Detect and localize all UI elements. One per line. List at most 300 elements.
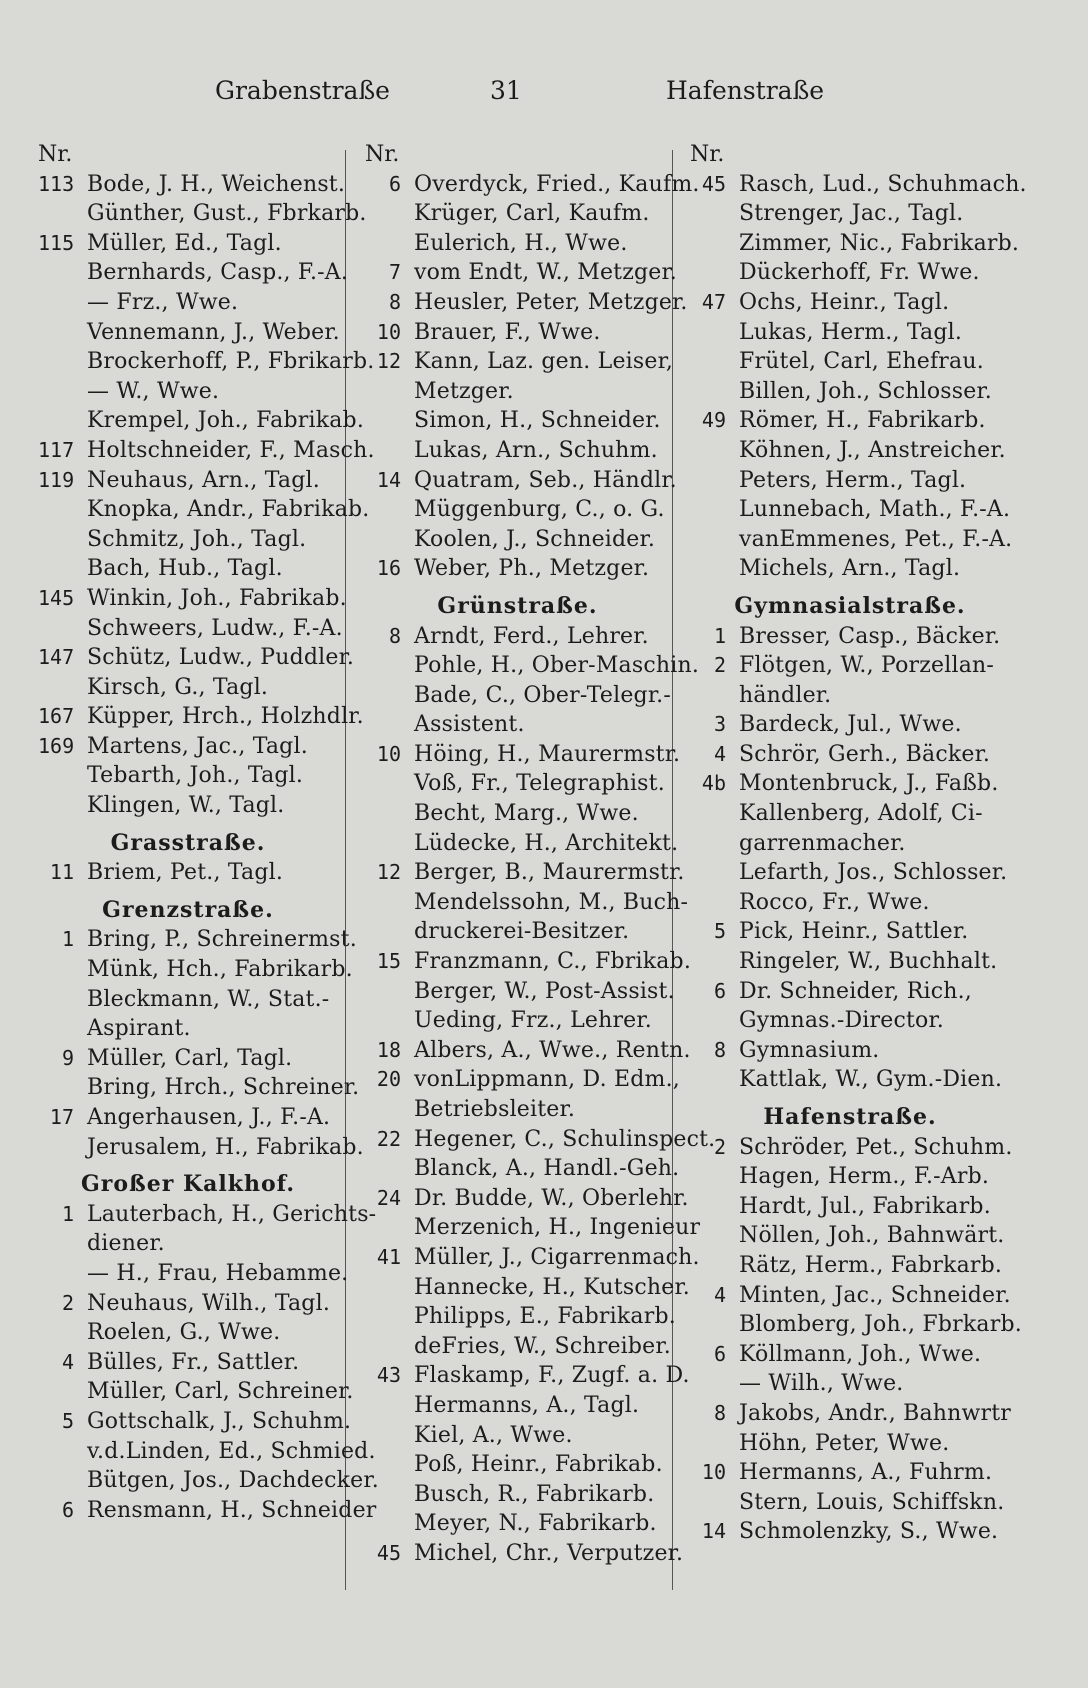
column-header [38, 140, 338, 170]
directory-entry [38, 406, 365, 436]
resident-entry: Voß, Fr., Telegraphist. [414, 771, 665, 797]
house-number: 1 [713, 623, 726, 648]
directory-entry [365, 799, 670, 829]
house-number: 43 [376, 1363, 401, 1388]
resident-entry: druckerei-Besitzer. [414, 919, 630, 945]
directory-entry [690, 229, 1020, 259]
resident-entry: Neuhaus, Wilh., Tagl. [87, 1290, 331, 1316]
resident-entry: Bülles, Fr., Sattler. [87, 1349, 300, 1375]
spacer [38, 888, 338, 896]
resident-entry: Albers, A., Wwe., Rentn. [414, 1037, 691, 1063]
resident-entry: Lukas, Arn., Schuhm. [414, 437, 658, 463]
directory-entry [38, 791, 338, 821]
resident-entry: Busch, R., Fabrikarb. [414, 1481, 655, 1507]
directory-entry [690, 1458, 1010, 1488]
directory-entry [365, 681, 670, 711]
directory-entry [690, 681, 1010, 711]
directory-entry [38, 1133, 364, 1163]
directory-entry [690, 977, 1010, 1007]
resident-entry: Minten, Jac., Schneider. [739, 1282, 1011, 1308]
house-number: 7 [388, 260, 401, 285]
house-number: 2 [713, 653, 726, 678]
house-number: 5 [61, 1408, 74, 1433]
directory-entry [365, 466, 677, 496]
house-number: 6 [713, 978, 726, 1003]
resident-entry: Pohle, H., Ober-Maschin. [414, 653, 700, 679]
resident-entry: Michels, Arn., Tagl. [739, 556, 961, 582]
directory-entry [365, 1154, 680, 1184]
resident-entry: Krempel, Joh., Fabrikab. [87, 408, 365, 434]
resident-entry: Rocco, Fr., Wwe. [739, 889, 930, 915]
directory-entry [38, 288, 338, 318]
resident-entry: Rasch, Lud., Schuhmach. [739, 171, 1027, 197]
directory-entry [365, 740, 681, 770]
resident-entry: Müller, Carl, Tagl. [87, 1045, 293, 1071]
directory-entry [690, 1399, 1010, 1429]
resident-entry: Hegener, C., Schulinspect. [414, 1126, 716, 1152]
directory-entry [38, 1044, 338, 1074]
directory-entry [365, 1450, 670, 1480]
house-number: 24 [376, 1185, 401, 1210]
resident-entry: Angerhausen, J., F.-A. [87, 1105, 331, 1130]
directory-entry [690, 1251, 1010, 1281]
directory-entry [365, 1539, 684, 1569]
directory-entry [365, 1065, 680, 1095]
resident-entry: Frütel, Carl, Ehefrau. [739, 349, 984, 375]
resident-entry: Koolen, J., Schneider. [414, 526, 656, 552]
house-number: 113 [38, 171, 75, 196]
house-number: 18 [376, 1037, 401, 1062]
directory-entry [38, 1496, 377, 1526]
directory-entry [690, 347, 1010, 377]
directory-entry [365, 1125, 716, 1155]
resident-entry: Dückerhoff, Fr. Wwe. [739, 260, 980, 286]
resident-entry: Flaskamp, F., Zugf. a. D. [414, 1363, 690, 1389]
resident-entry: Kann, Laz. gen. Leiser, [414, 349, 674, 375]
street-heading: Grünstraße. [437, 592, 598, 619]
house-number: 10 [376, 319, 401, 344]
directory-entry [38, 761, 338, 791]
resident-entry: Müller, J., Cigarrenmach. [414, 1244, 700, 1270]
house-number: 17 [49, 1105, 74, 1129]
column-header [690, 140, 1010, 170]
directory-entry [365, 318, 670, 348]
directory-entry [690, 1006, 1010, 1036]
directory-entry [690, 710, 1010, 740]
resident-entry: Bring, P., Schreinermst. [87, 927, 357, 953]
nr-label: Nr. [690, 142, 725, 167]
resident-entry: Flötgen, W., Porzellan- [739, 653, 995, 679]
directory-entry [690, 829, 1010, 859]
directory-entry [38, 347, 375, 377]
spacer [38, 1162, 338, 1170]
spacer [38, 821, 338, 829]
resident-entry: Lukas, Herm., Tagl. [739, 319, 963, 345]
directory-entry [365, 258, 677, 288]
directory-entry [38, 702, 364, 732]
directory-entry [365, 525, 670, 555]
resident-entry: Berger, B., Maurermstr. [414, 860, 685, 886]
house-number: 10 [376, 741, 401, 766]
resident-entry: — Wilh., Wwe. [739, 1371, 904, 1397]
resident-entry: Bardeck, Jul., Wwe. [739, 712, 962, 738]
directory-entry [690, 1310, 1022, 1340]
directory-entry [38, 1437, 376, 1467]
directory-entry [38, 466, 338, 496]
house-number: 16 [376, 556, 401, 581]
directory-entry [38, 584, 347, 614]
running-head-left: Grabenstraße [215, 76, 390, 105]
resident-entry: Klingen, W., Tagl. [87, 793, 285, 819]
directory-entry [690, 917, 1010, 947]
spacer [365, 584, 670, 592]
house-number: 4 [713, 1282, 726, 1307]
resident-entry: Martens, Jac., Tagl. [87, 733, 308, 759]
house-number: 11 [49, 860, 74, 885]
directory-entry [38, 643, 355, 673]
resident-entry: Ueding, Frz., Lehrer. [414, 1008, 652, 1034]
directory-entry [690, 318, 1010, 348]
directory-entry [690, 1221, 1010, 1251]
house-number: 12 [376, 860, 401, 885]
house-number: 1 [61, 927, 74, 952]
resident-entry: Berger, W., Post-Assist. [414, 978, 675, 1004]
directory-entry [690, 1429, 1010, 1459]
street-heading: Großer Kalkhof. [81, 1171, 295, 1198]
house-number: 2 [713, 1134, 726, 1159]
house-number: 22 [376, 1126, 401, 1151]
resident-entry: vom Endt, W., Metzger. [414, 260, 677, 286]
house-number: 8 [713, 1400, 726, 1425]
resident-entry: Köhnen, J., Anstreicher. [739, 437, 1006, 463]
house-number: 14 [701, 1519, 726, 1544]
resident-entry: Eulerich, H., Wwe. [414, 230, 628, 256]
page-header [0, 76, 1088, 116]
house-number: 45 [376, 1540, 401, 1565]
resident-entry: Dr. Schneider, Rich., [739, 978, 972, 1004]
directory-entry [690, 769, 1010, 799]
resident-entry: Müggenburg, C., o. G. [414, 497, 665, 523]
directory-entry [38, 554, 338, 584]
directory-entry [365, 947, 692, 977]
resident-entry: Kirsch, G., Tagl. [87, 674, 269, 700]
directory-entry [365, 1095, 670, 1125]
resident-entry: Bade, C., Ober-Telegr.- [414, 682, 671, 708]
directory-entry [365, 1006, 670, 1036]
directory-entry [365, 1509, 670, 1539]
directory-entry [690, 525, 1013, 555]
directory-entry [690, 1517, 1010, 1547]
directory-entry [38, 1014, 338, 1044]
directory-entry [38, 495, 370, 525]
house-number: 2 [61, 1290, 74, 1315]
directory-entry [365, 769, 670, 799]
resident-entry: Münk, Hch., Fabrikarb. [87, 957, 353, 983]
house-number: 8 [388, 623, 401, 648]
directory-entry [38, 1259, 349, 1289]
resident-entry: Strenger, Jac., Tagl. [739, 201, 964, 227]
directory-entry [38, 199, 367, 229]
directory-entry [690, 199, 1010, 229]
directory-entry [365, 1421, 670, 1451]
resident-entry: Zimmer, Nic., Fabrikarb. [739, 230, 1020, 256]
resident-entry: Bütgen, Jos., Dachdecker. [87, 1468, 379, 1494]
resident-entry: Tebarth, Joh., Tagl. [87, 763, 304, 789]
resident-entry: Brauer, F., Wwe. [414, 319, 601, 345]
house-number: 15 [376, 949, 401, 974]
directory-entry [690, 1340, 1010, 1370]
resident-entry: Merzenich, H., Ingenieur [414, 1215, 701, 1241]
directory-entry [690, 1488, 1010, 1518]
house-number: 4 [713, 741, 726, 766]
resident-entry: Poß, Heinr., Fabrikab. [414, 1452, 663, 1478]
resident-entry: Assistent. [414, 712, 525, 738]
resident-entry: Meyer, N., Fabrikarb. [414, 1511, 657, 1537]
resident-entry: Ochs, Heinr., Tagl. [739, 289, 950, 315]
directory-entry [38, 170, 346, 200]
directory-entry [365, 917, 670, 947]
resident-entry: Vennemann, J., Weber. [87, 319, 340, 345]
resident-entry: Roelen, G., Wwe. [87, 1320, 281, 1346]
street-heading: Grenzstraße. [102, 896, 274, 923]
directory-entry [690, 377, 1010, 407]
directory-entry [38, 525, 338, 555]
house-number: 3 [713, 712, 726, 737]
directory-entry [38, 955, 353, 985]
directory-entry [365, 436, 670, 466]
resident-entry: vanEmmenes, Pet., F.-A. [739, 526, 1013, 552]
directory-entry [365, 888, 689, 918]
resident-entry: Peters, Herm., Tagl. [739, 467, 967, 493]
directory-entry [38, 858, 338, 888]
directory-entry [38, 377, 338, 407]
directory-entry [365, 1243, 700, 1273]
resident-entry: Höing, H., Maurermstr. [414, 741, 681, 767]
resident-entry: Hermanns, A., Fuhrm. [739, 1460, 993, 1486]
resident-entry: Overdyck, Fried., Kaufm. [414, 171, 700, 197]
resident-entry: Bernhards, Casp., F.-A. [87, 260, 349, 286]
nr-label: Nr. [365, 142, 400, 167]
directory-entry [38, 925, 357, 955]
resident-entry: Rätz, Herm., Fabrkarb. [739, 1252, 1003, 1278]
directory-entry [365, 1184, 689, 1214]
resident-entry: Dr. Budde, W., Oberlehr. [414, 1185, 689, 1211]
directory-entry [365, 406, 670, 436]
directory-entry [690, 740, 1010, 770]
resident-entry: Kallenberg, Adolf, Ci- [739, 801, 983, 827]
directory-entry [690, 1281, 1010, 1311]
resident-entry: Rensmann, H., Schneider [87, 1497, 377, 1523]
house-number: 167 [38, 704, 75, 729]
resident-entry: Betriebsleiter. [414, 1097, 576, 1122]
directory-entry [365, 377, 670, 407]
directory-entry [38, 1466, 379, 1496]
house-number: 8 [713, 1037, 726, 1062]
spacer [690, 1095, 1010, 1103]
directory-entry [365, 170, 700, 200]
house-number: 47 [701, 289, 726, 314]
resident-entry: Ringeler, W., Buchhalt. [739, 949, 998, 975]
directory-entry [365, 1273, 690, 1303]
resident-entry: händler. [739, 682, 832, 708]
resident-entry: Blanck, A., Handl.-Geh. [414, 1156, 680, 1182]
nr-label: Nr. [38, 142, 73, 167]
directory-entry [365, 199, 670, 229]
resident-entry: Hermanns, A., Tagl. [414, 1392, 640, 1418]
directory-entry [38, 1103, 338, 1133]
house-number: 117 [38, 437, 75, 462]
resident-entry: Krüger, Carl, Kaufm. [414, 201, 650, 227]
directory-entry [690, 651, 1010, 681]
directory-entry [365, 1213, 701, 1243]
resident-entry: Neuhaus, Arn., Tagl. [87, 467, 320, 493]
resident-entry: Becht, Marg., Wwe. [414, 801, 639, 827]
house-number: 6 [61, 1497, 74, 1522]
directory-entry [38, 1318, 338, 1348]
page-number: 31 [490, 76, 522, 105]
directory-entry [690, 406, 1010, 436]
directory-entry [365, 1332, 670, 1362]
resident-entry: — H., Frau, Hebamme. [87, 1260, 349, 1286]
house-number: 45 [701, 171, 726, 196]
directory-entry [365, 1361, 690, 1391]
resident-entry: Mendelssohn, M., Buch- [414, 889, 689, 915]
resident-entry: Aspirant. [87, 1016, 191, 1042]
house-number: 1 [61, 1201, 74, 1226]
directory-entry [690, 554, 1010, 584]
house-number: 10 [701, 1460, 726, 1485]
resident-entry: Jerusalem, H., Fabrikab. [87, 1134, 364, 1160]
resident-entry: Schrör, Gerh., Bäcker. [739, 741, 991, 767]
resident-entry: Pick, Heinr., Sattler. [739, 919, 969, 945]
resident-entry: Köllmann, Joh., Wwe. [739, 1341, 982, 1367]
directory-entry [690, 1036, 1010, 1066]
directory-entry [38, 318, 338, 348]
resident-entry: Küpper, Hrch., Holzhdlr. [87, 704, 364, 730]
resident-entry: Jakobs, Andr., Bahnwrtr [739, 1400, 1012, 1426]
directory-entry [690, 799, 1010, 829]
directory-entry [365, 977, 675, 1007]
resident-entry: Gymnas.-Director. [739, 1008, 944, 1034]
resident-entry: v.d.Linden, Ed., Schmied. [87, 1438, 376, 1464]
column-1 [38, 140, 379, 1525]
directory-entry [365, 1480, 670, 1510]
directory-entry [38, 229, 338, 259]
directory-entry [38, 614, 343, 644]
resident-entry: Hagen, Herm., F.-Arb. [739, 1164, 990, 1190]
resident-entry: Michel, Chr., Verputzer. [414, 1540, 684, 1566]
street-heading: Gymnasialstraße. [734, 592, 966, 619]
resident-entry: Kattlak, W., Gym.-Dien. [739, 1067, 1003, 1093]
resident-entry: Arndt, Ferd., Lehrer. [414, 623, 649, 649]
directory-entry [38, 1407, 352, 1437]
resident-entry: Kiel, A., Wwe. [414, 1422, 573, 1448]
directory-entry [365, 229, 670, 259]
resident-entry: Nöllen, Joh., Bahnwärt. [739, 1223, 1005, 1249]
directory-entry [365, 710, 670, 740]
resident-entry: deFries, W., Schreiber. [414, 1333, 671, 1359]
resident-entry: Günther, Gust., Fbrkarb. [87, 201, 367, 227]
resident-entry: diener. [87, 1231, 165, 1257]
resident-entry: Schütz, Ludw., Puddler. [87, 645, 355, 671]
resident-entry: Hardt, Jul., Fabrikarb. [739, 1193, 991, 1219]
house-number: 14 [376, 467, 401, 492]
directory-entry [690, 495, 1010, 525]
resident-entry: garrenmacher. [739, 830, 906, 856]
resident-entry: Briem, Pet., Tagl. [87, 860, 284, 886]
house-number: 4b [701, 771, 726, 796]
directory-entry [365, 622, 670, 652]
resident-entry: Bode, J. H., Weichenst. [87, 171, 346, 197]
resident-entry: Bach, Hub., Tagl. [87, 556, 283, 582]
street-heading: Hafenstraße. [763, 1104, 937, 1130]
house-number: 5 [713, 919, 726, 944]
resident-entry: Lefarth, Jos., Schlosser. [739, 860, 1008, 886]
directory-entry [690, 858, 1010, 888]
resident-entry: Metzger. [414, 378, 514, 404]
directory-entry [690, 288, 1010, 318]
directory-entry [690, 258, 1010, 288]
resident-entry: vonLippmann, D. Edm., [414, 1067, 680, 1093]
directory-entry [690, 947, 1010, 977]
house-number: 20 [376, 1067, 401, 1092]
resident-entry: Stern, Louis, Schiffskn. [739, 1489, 1005, 1515]
resident-entry: Müller, Carl, Schreiner. [87, 1379, 354, 1405]
resident-entry: Franzmann, C., Fbrikab. [414, 949, 692, 975]
house-number: 49 [701, 408, 726, 433]
directory-entry [365, 1302, 676, 1332]
resident-entry: Heusler, Peter, Metzger. [414, 289, 688, 315]
directory-entry [690, 170, 1027, 200]
resident-entry: Simon, H., Schneider. [414, 408, 661, 434]
directory-entry [38, 1377, 354, 1407]
directory-entry [690, 1162, 1010, 1192]
directory-entry [690, 466, 1010, 496]
resident-entry: Gottschalk, J., Schuhm. [87, 1408, 352, 1434]
resident-entry: Weber, Ph., Metzger. [414, 556, 650, 582]
directory-entry [365, 495, 670, 525]
directory-entry [365, 829, 679, 859]
directory-entry [690, 1065, 1010, 1095]
directory-entry [38, 985, 338, 1015]
running-head-right: Hafenstraße [666, 76, 825, 105]
resident-entry: Bresser, Casp., Bäcker. [739, 623, 1001, 649]
column-header [365, 140, 670, 170]
house-number: 147 [38, 645, 75, 670]
directory-entry [690, 622, 1010, 652]
house-number: 115 [38, 230, 75, 255]
resident-entry: Brockerhoff, P., Fbrikarb. [87, 349, 375, 375]
directory-entry [38, 436, 375, 466]
directory-entry [38, 258, 349, 288]
house-number: 6 [388, 171, 401, 196]
house-number: 8 [388, 289, 401, 314]
house-number: 119 [38, 467, 75, 492]
resident-entry: Bring, Hrch., Schreiner. [87, 1075, 360, 1101]
resident-entry: Gymnasium. [739, 1037, 880, 1063]
resident-entry: Lauterbach, H., Gerichts- [87, 1201, 377, 1227]
resident-entry: Holtschneider, F., Masch. [87, 437, 375, 463]
spacer [690, 584, 1010, 592]
directory-entry [365, 288, 688, 318]
resident-entry: Hannecke, H., Kutscher. [414, 1274, 690, 1300]
resident-entry: Blomberg, Joh., Fbrkarb. [739, 1312, 1022, 1338]
directory-entry [38, 1073, 360, 1103]
directory-entry [365, 347, 674, 377]
house-number: 4 [61, 1349, 74, 1374]
resident-entry: Schmolenzky, S., Wwe. [739, 1519, 999, 1545]
directory-entry [365, 1036, 691, 1066]
